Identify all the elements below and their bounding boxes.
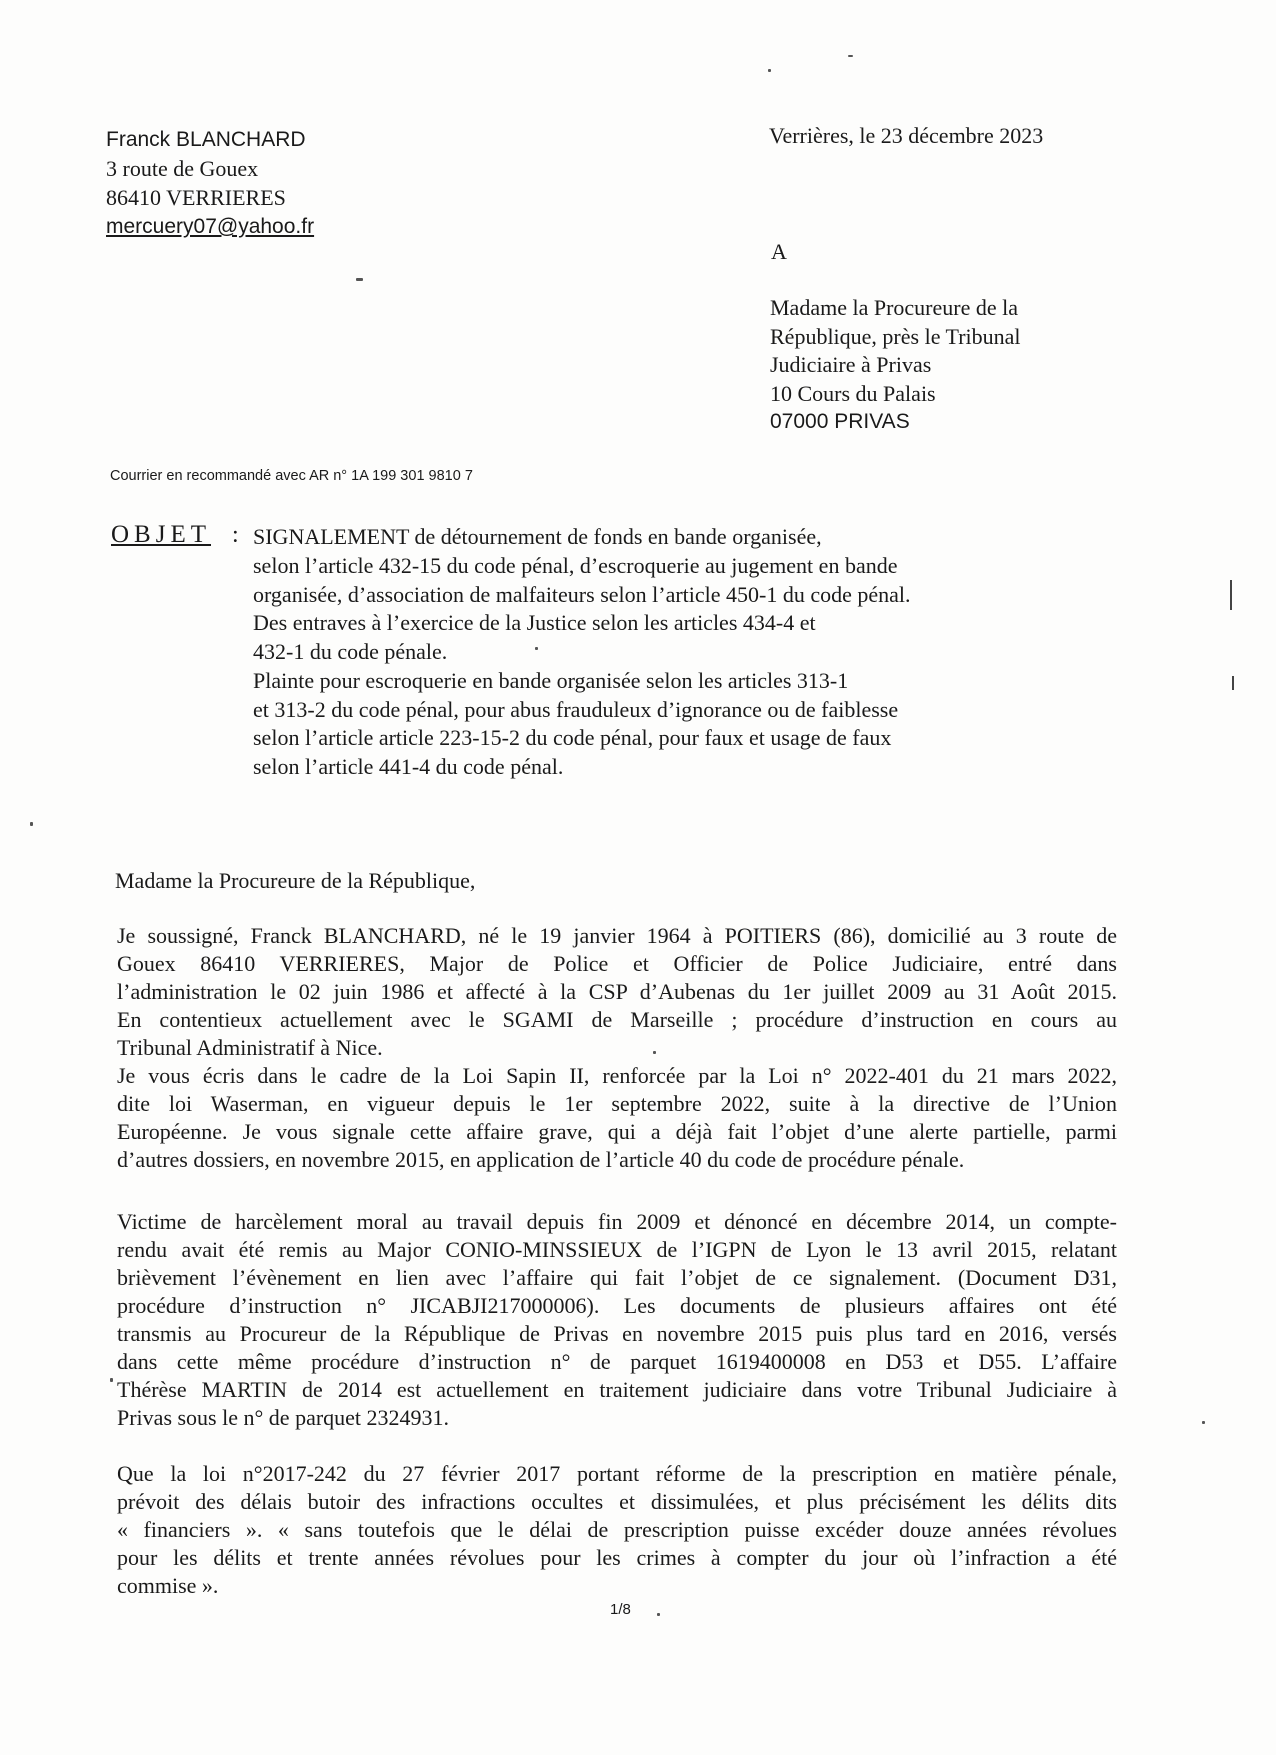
recipient-line: République, près le Tribunal: [770, 323, 1021, 349]
paragraph-line: pour les délits et trente années révolues pour les crimes à compter du jour où l’infraction a été: [117, 1545, 1117, 1570]
paragraph-line: En contentieux actuellement avec le SGAMI de Marseille ; procédure d’instruction en cours au: [117, 1007, 1117, 1032]
body-paragraph-2: [117, 1208, 1117, 1432]
sender-block: [106, 125, 314, 241]
objet-line: organisée, d’association de malfaiteurs selon l’article 450-1 du code pénal.: [253, 581, 911, 607]
paragraph-line: rendu avait été remis au Major CONIO-MINSSIEUX de l’IGPN de Lyon le 13 avril 2015, relatant: [117, 1237, 1117, 1262]
objet-label: OBJET: [111, 521, 211, 548]
recipient-line: 10 Cours du Palais: [770, 380, 936, 406]
paragraph-line: l’administration le 02 juin 1986 et affecté à la CSP d’Aubenas du 1er juillet 2009 au 31 Août 2015.: [117, 979, 1117, 1004]
paragraph-line: Thérèse MARTIN de 2014 est actuellement en traitement judiciaire dans votre Tribunal Judiciaire à: [117, 1377, 1117, 1402]
paragraph-line: Tribunal Administratif à Nice.: [117, 1035, 383, 1060]
paragraph-line: Européenne. Je vous signale cette affaire grave, qui a déjà fait l’objet d’une alerte partielle, parmi: [117, 1119, 1117, 1144]
objet-line: 432-1 du code pénale.: [253, 639, 448, 665]
registered-mail-note: Courrier en recommandé avec AR n° 1A 199 301 9810 7: [110, 468, 473, 484]
scan-edge-mark: [1230, 580, 1232, 610]
scan-speck: [848, 55, 853, 57]
paragraph-line: dans cette même procédure d’instruction n° de parquet 1619400008 en D53 et D55. L’affaire: [117, 1349, 1117, 1374]
paragraph-line: Que la loi n°2017-242 du 27 février 2017 portant réforme de la prescription en matière pénale,: [117, 1461, 1117, 1486]
page-number: 1/8: [610, 1601, 631, 1618]
scan-speck: [110, 1378, 113, 1382]
paragraph-line: d’autres dossiers, en novembre 2015, en application de l’article 40 du code de procédure pénale.: [117, 1147, 965, 1172]
to-label: A: [771, 239, 787, 264]
paragraph-line: procédure d’instruction n° JICABJI217000006). Les documents de plusieurs affaires ont été: [117, 1293, 1117, 1318]
objet-line: selon l’article 432-15 du code pénal, d’escroquerie au jugement en bande: [253, 553, 898, 578]
paragraph-line: commise ».: [117, 1573, 219, 1598]
paragraph-line: Privas sous le n° de parquet 2324931.: [117, 1405, 450, 1430]
objet-line: et 313-2 du code pénal, pour abus frauduleux d’ignorance ou de faiblesse: [253, 696, 899, 722]
body-paragraph-3: [117, 1460, 1117, 1600]
paragraph-line: Je vous écris dans le cadre de la Loi Sapin II, renforcée par la Loi n° 2022-401 du 21 mars 2022,: [117, 1063, 1117, 1088]
scan-speck: [356, 278, 363, 281]
paragraph-line: brièvement l’évènement en lien avec l’affaire qui fait l’objet de ce signalement. (Document D31,: [117, 1265, 1117, 1290]
objet-colon: :: [232, 522, 239, 548]
objet-line: selon l’article article 223-15-2 du code pénal, pour faux et usage de faux: [253, 725, 892, 751]
paragraph-line: transmis au Procureur de la République de Privas en novembre 2015 puis plus tard en 2016, versés: [117, 1321, 1117, 1346]
objet-body: [253, 552, 911, 782]
sender-email: mercuery07@yahoo.fr: [106, 215, 315, 238]
scan-speck: [1202, 1421, 1205, 1424]
paragraph-line: dite loi Waserman, en vigueur depuis le 1er septembre 2022, suite à la directive de l’Union: [117, 1091, 1117, 1116]
recipient-line: Judiciaire à Privas: [770, 352, 932, 377]
paragraph-line: Victime de harcèlement moral au travail depuis fin 2009 et dénoncé en décembre 2014, un compte-: [117, 1209, 1117, 1234]
sender-city: 86410 VERRIERES: [106, 185, 286, 210]
objet-line: Plainte pour escroquerie en bande organisée selon les articles 313-1: [253, 667, 849, 693]
paragraph-line: « financiers ». « sans toutefois que le délai de prescription puisse excéder douze années révolues: [117, 1517, 1117, 1542]
recipient-line: Madame la Procureure de la: [770, 295, 1018, 320]
paragraph-line: Je soussigné, Franck BLANCHARD, né le 19 janvier 1964 à POITIERS (86), domicilié au 3 route de: [117, 923, 1117, 948]
scan-edge-mark: [1232, 676, 1234, 690]
recipient-block: [770, 294, 1021, 437]
sender-street: 3 route de Gouex: [106, 156, 259, 181]
body-paragraph-1: [117, 922, 1117, 1174]
scan-speck: [768, 69, 771, 72]
date-line: Verrières, le 23 décembre 2023: [769, 123, 1044, 148]
paragraph-line: Gouex 86410 VERRIERES, Major de Police et Officier de Police Judiciaire, entré dans: [117, 951, 1117, 976]
objet-line: Des entraves à l’exercice de la Justice selon les articles 434-4 et: [253, 610, 816, 636]
salutation: Madame la Procureure de la République,: [115, 868, 476, 893]
scan-speck: [657, 1613, 660, 1616]
recipient-line: 07000 PRIVAS: [770, 410, 910, 433]
scan-speck: [30, 822, 33, 826]
objet-first-line: SIGNALEMENT de détournement de fonds en bande organisée,: [253, 524, 822, 549]
sender-name: Franck BLANCHARD: [106, 128, 306, 151]
objet-line: selon l’article 441-4 du code pénal.: [253, 753, 564, 779]
paragraph-line: prévoit des délais butoir des infractions occultes et dissimulées, et plus précisément les délits dits: [117, 1489, 1117, 1514]
